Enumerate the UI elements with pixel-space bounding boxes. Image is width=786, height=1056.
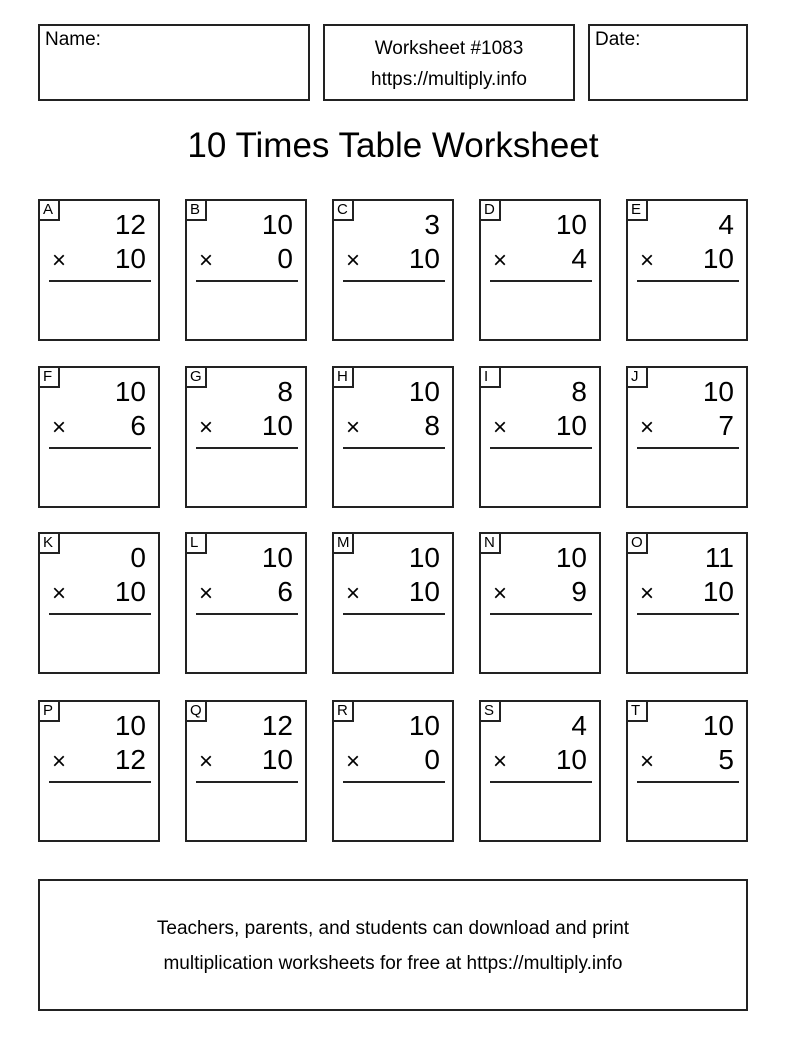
multiplicand: 10 [261,542,293,573]
date-field[interactable] [588,24,748,101]
problem-letter: E [626,199,648,221]
multiply-sign-icon: × [199,748,214,775]
page-title: 10 Times Table Worksheet [187,126,599,165]
problem-box[interactable] [332,366,454,508]
answer-line [49,781,151,783]
problem-letter: T [626,700,648,722]
multiply-sign-icon: × [52,414,67,441]
worksheet-number: Worksheet #1083 [374,38,524,59]
answer-line [637,280,739,282]
multiplier: 10 [261,744,293,775]
answer-line [196,447,298,449]
problem-letter: H [332,366,354,388]
problem-letter: G [185,366,207,388]
multiplicand: 3 [424,209,440,240]
multiplier: 7 [718,410,734,441]
multiplicand: 10 [408,542,440,573]
multiplier: 10 [114,576,146,607]
multiply-sign-icon: × [52,580,67,607]
multiplier: 5 [718,744,734,775]
multiplicand: 4 [718,209,734,240]
multiplier: 10 [408,576,440,607]
multiply-sign-icon: × [493,247,508,274]
problem-box[interactable] [38,700,160,842]
name-label: Name: [45,29,101,50]
multiply-sign-icon: × [346,748,361,775]
multiplicand: 0 [130,542,146,573]
problem-letter: D [479,199,501,221]
problem-box[interactable] [479,532,601,674]
answer-line [490,781,592,783]
multiplicand: 10 [114,376,146,407]
multiplicand: 10 [114,710,146,741]
answer-line [637,447,739,449]
answer-line [637,781,739,783]
problem-box[interactable] [185,700,307,842]
problem-box[interactable] [185,199,307,341]
answer-line [196,781,298,783]
name-field[interactable] [38,24,310,101]
footer-line-1: Teachers, parents, and students can download and print [156,918,630,939]
answer-line [637,613,739,615]
multiplicand: 10 [702,710,734,741]
problem-box[interactable] [38,366,160,508]
worksheet-website: https://multiply.info [371,69,527,90]
problem-box[interactable] [626,199,748,341]
problem-box[interactable] [38,532,160,674]
problem-box[interactable] [479,199,601,341]
problem-letter: B [185,199,207,221]
multiply-sign-icon: × [640,414,655,441]
multiply-sign-icon: × [52,748,67,775]
problem-box[interactable] [626,532,748,674]
problem-box[interactable] [332,532,454,674]
multiplicand: 10 [408,710,440,741]
multiplier: 6 [277,576,293,607]
problem-box[interactable] [38,199,160,341]
multiplicand: 10 [261,209,293,240]
problem-letter: J [626,366,648,388]
footer-note [38,879,748,1011]
multiplicand: 8 [571,376,587,407]
multiplier: 9 [571,576,587,607]
multiplier: 10 [261,410,293,441]
multiply-sign-icon: × [346,580,361,607]
problem-letter: L [185,532,207,554]
answer-line [343,447,445,449]
multiplier: 8 [424,410,440,441]
multiplicand: 10 [702,376,734,407]
problem-letter: O [626,532,648,554]
problem-letter: M [332,532,354,554]
problem-box[interactable] [479,700,601,842]
problem-box[interactable] [185,532,307,674]
multiplier: 12 [114,744,146,775]
multiply-sign-icon: × [640,748,655,775]
multiply-sign-icon: × [640,580,655,607]
answer-line [49,280,151,282]
worksheet-info-box [323,24,575,101]
problem-letter: F [38,366,60,388]
problem-box[interactable] [626,700,748,842]
multiplier: 10 [702,243,734,274]
answer-line [49,447,151,449]
multiplicand: 11 [704,542,734,573]
multiply-sign-icon: × [199,414,214,441]
problem-letter: N [479,532,501,554]
multiplicand: 10 [408,376,440,407]
multiply-sign-icon: × [346,414,361,441]
multiply-sign-icon: × [493,414,508,441]
multiplicand: 8 [277,376,293,407]
multiply-sign-icon: × [346,247,361,274]
problem-box[interactable] [626,366,748,508]
multiplicand: 10 [555,209,587,240]
multiplicand: 4 [571,710,587,741]
problem-letter: P [38,700,60,722]
problem-letter: S [479,700,501,722]
problem-letter: K [38,532,60,554]
footer-line-2: multiplication worksheets for free at https://multiply.info [163,953,623,974]
date-label: Date: [595,29,641,50]
answer-line [343,781,445,783]
answer-line [196,613,298,615]
problem-box[interactable] [332,199,454,341]
answer-line [490,613,592,615]
multiply-sign-icon: × [493,580,508,607]
multiplicand: 10 [555,542,587,573]
multiplier: 0 [424,744,440,775]
multiplier: 10 [408,243,440,274]
answer-line [196,280,298,282]
answer-line [490,447,592,449]
multiplier: 6 [130,410,146,441]
multiplier: 10 [702,576,734,607]
multiply-sign-icon: × [493,748,508,775]
multiplier: 0 [277,243,293,274]
problem-letter: A [38,199,60,221]
answer-line [343,613,445,615]
problem-letter: Q [185,700,207,722]
problem-box[interactable] [185,366,307,508]
multiplicand: 12 [114,209,146,240]
multiplier: 4 [571,243,587,274]
multiply-sign-icon: × [52,247,67,274]
multiply-sign-icon: × [199,247,214,274]
answer-line [343,280,445,282]
multiplier: 10 [555,744,587,775]
multiply-sign-icon: × [199,580,214,607]
problem-letter: C [332,199,354,221]
answer-line [490,280,592,282]
problem-box[interactable] [479,366,601,508]
multiplier: 10 [114,243,146,274]
problem-box[interactable] [332,700,454,842]
multiply-sign-icon: × [640,247,655,274]
problem-letter: I [479,366,501,388]
multiplicand: 12 [261,710,293,741]
answer-line [49,613,151,615]
problem-letter: R [332,700,354,722]
multiplier: 10 [555,410,587,441]
